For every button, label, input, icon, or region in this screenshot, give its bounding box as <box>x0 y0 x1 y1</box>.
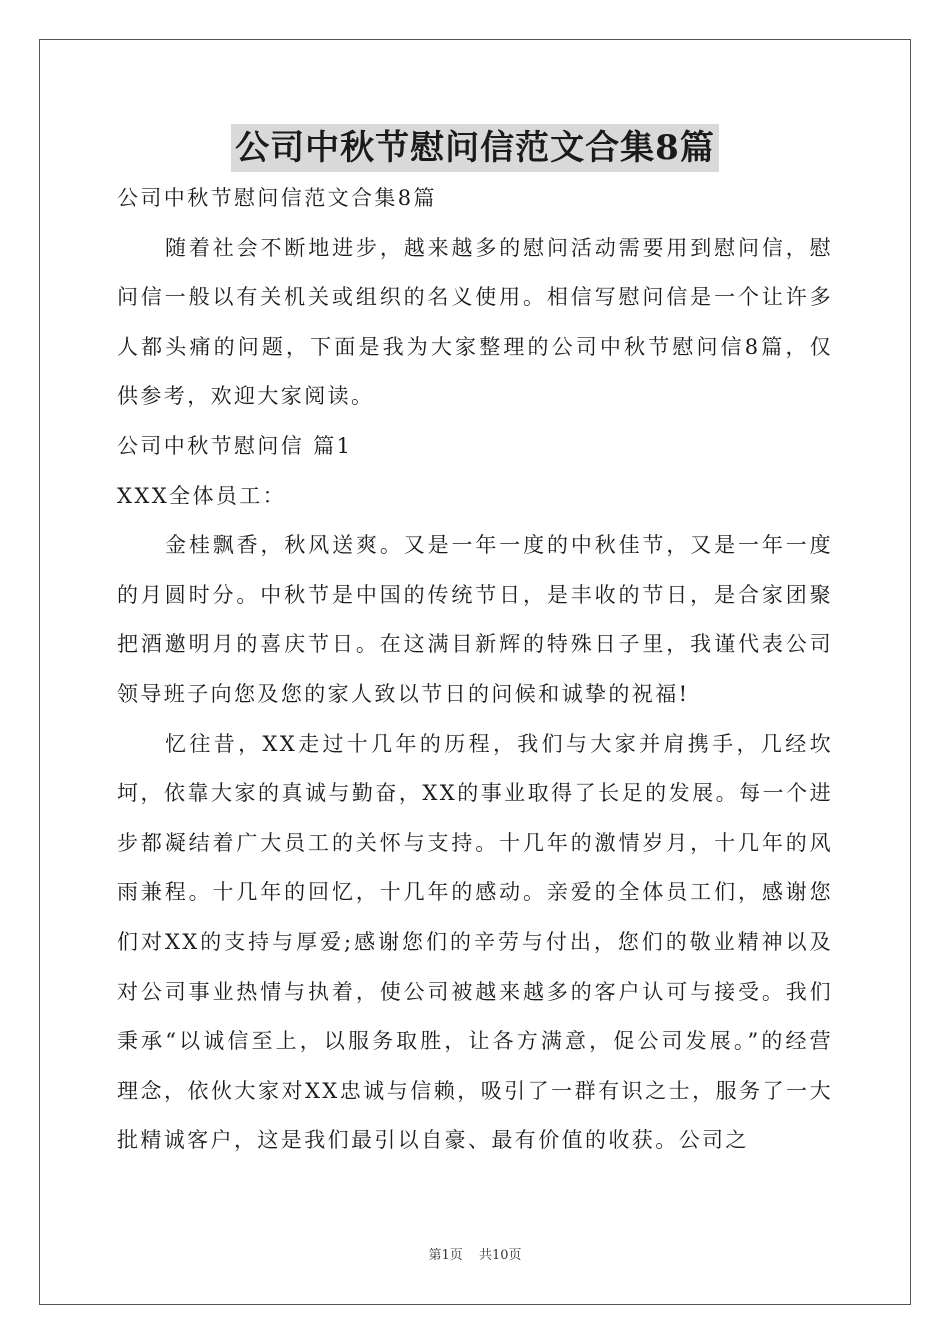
document-body <box>117 174 833 1166</box>
title-area <box>0 124 950 172</box>
intro-paragraph: 随着社会不断地进步，越来越多的慰问活动需要用到慰问信，慰问信一般以有关机关或组织的名义使用。相信写慰问信是一个让许多人都头痛的问题，下面是我为大家整理的公司中秋节慰问信8篇，仅供参考，欢迎大家阅读。 <box>117 235 833 409</box>
body-paragraph-2: 忆往昔，XX走过十几年的历程，我们与大家并肩携手，几经坎坷，依靠大家的真诚与勤奋，XX的事业取得了长足的发展。每一个进步都凝结着广大员工的关怀与支持。十几年的激情岁月，十几年的风雨兼程。十几年的回忆，十几年的感动。亲爱的全体员工们，感谢您们对XX的支持与厚爱;感谢您们的辛劳与付出，您们的敬业精神以及对公司事业热情与执着，使公司被越来越多的客户认可与接受。我们秉承“以诚信至上，以服务取胜，让各方满意，促公司发展。”的经营理念，依伙大家对XX忠诚与信赖，吸引了一群有识之士，服务了一大批精诚客户，这是我们最引以自豪、最有价值的收获。公司之 <box>117 731 833 1153</box>
page-total: 共10页 <box>478 1248 522 1263</box>
section-heading: 公司中秋节慰问信 篇1 <box>117 433 353 458</box>
subtitle-line: 公司中秋节慰问信范文合集8篇 <box>117 186 437 210</box>
document-title: 公司中秋节慰问信范文合集8篇 <box>231 124 719 172</box>
page-number: 第1页 <box>428 1248 463 1263</box>
salutation: XXX全体员工： <box>117 483 287 508</box>
body-paragraph-1: 金桂飘香，秋风送爽。又是一年一度的中秋佳节，又是一年一度的月圆时分。中秋节是中国的传统节日，是丰收的节日，是合家团聚把酒邀明月的喜庆节日。在这满目新辉的特殊日子里，我谨代表公司领导班子向您及您的家人致以节日的问候和诚挚的祝福! <box>117 533 833 706</box>
page-footer <box>0 1244 950 1263</box>
